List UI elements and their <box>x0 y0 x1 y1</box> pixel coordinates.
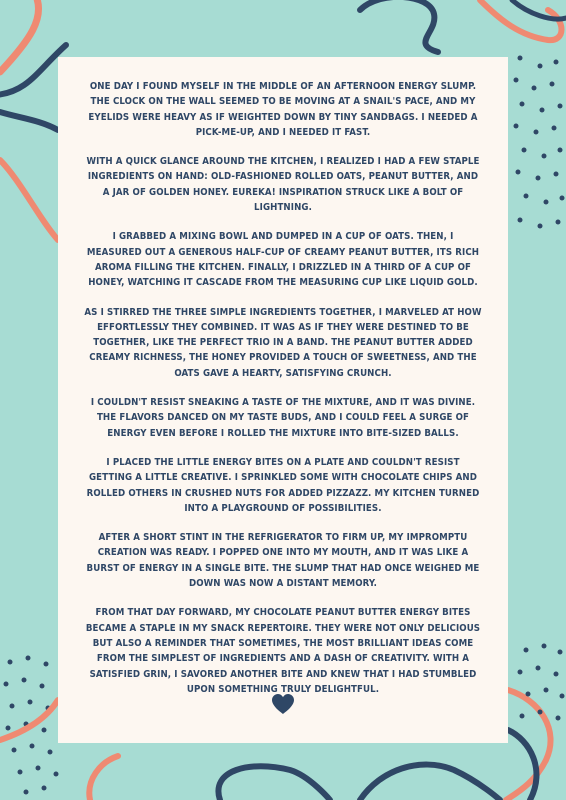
story-paragraph-5: I COULDN'T RESIST SNEAKING A TASTE OF THE MIXTURE, AND IT WAS DIVINE. THE FLAVORS DANCED ON MY TASTE BUDS, AND I COULD FEEL A SURGE OF ENERGY EVEN BEFORE I ROLLED THE MIXTURE INTO BITE-SIZED BALLS. <box>90 397 476 439</box>
squiggle-line <box>218 766 330 800</box>
story-paragraph-2: WITH A QUICK GLANCE AROUND THE KITCHEN, I REALIZED I HAD A FEW STAPLE INGREDIENTS ON HAND: OLD-FASHIONED ROLLED OATS, PEANUT BUTTER, AND A JAR OF GOLDEN HONEY. EUREKA! INSPIRATION STRUCK LIKE A BOLT OF LIGHTNING. <box>86 156 480 214</box>
dot-pattern-right <box>514 56 565 229</box>
story-paragraph-3: I GRABBED A MIXING BOWL AND DUMPED IN A CUP OF OATS. THEN, I MEASURED OUT A GENEROUS HALF-CUP OF CREAMY PEANUT BUTTER, ITS RICH AROMA FILLING THE KITCHEN. FINALLY, I DRIZZLED IN A THIRD OF A CUP OF HONEY, WATCHING IT CASCADE FROM THE MEASURING CUP LIKE LIQUID GOLD. <box>86 231 480 289</box>
story-paragraph-4: AS I STIRRED THE THREE SIMPLE INGREDIENTS TOGETHER, I MARVELED AT HOW EFFORTLESSLY THEY COMBINED. IT WAS AS IF THEY WERE DESTINED TO BE TOGETHER, LIKE THE PERFECT TRIO IN A BAND. THE PEANUT BUTTER ADDED CREAMY RICHNESS, THE HONEY PROVIDED A TOUCH OF SWEETNESS, AND THE OATS GAVE A HEARTY, SATISFYING CRUNCH. <box>84 306 482 379</box>
squiggle-line <box>0 112 58 130</box>
squiggle-line <box>0 45 66 95</box>
squiggle-line <box>360 0 438 52</box>
squiggle-line <box>89 756 118 800</box>
heart-icon <box>271 693 295 715</box>
story-paragraph-6: I PLACED THE LITTLE ENERGY BITES ON A PLATE AND COULDN'T RESIST GETTING A LITTLE CREATIVE. I SPRINKLED SOME WITH CHOCOLATE CHIPS AND ROLLED OTHERS IN CRUSHED NUTS FOR ADDED PIZZAZZ. MY KITCHEN TURNED INTO A PLAYGROUND OF POSSIBILITIES. <box>86 456 480 514</box>
story-paragraph-7: AFTER A SHORT STINT IN THE REFRIGERATOR TO FIRM UP, MY IMPROMPTU CREATION WAS READY. I POPPED ONE INTO MY MOUTH, AND IT WAS LIKE A BURST OF ENERGY IN A SINGLE BITE. THE SLUMP THAT HAD ONCE WEIGHED ME DOWN WAS NOW A DISTANT MEMORY. <box>86 532 480 590</box>
story-card <box>58 57 508 743</box>
squiggle-line <box>0 160 58 240</box>
story-paragraph-8: FROM THAT DAY FORWARD, MY CHOCOLATE PEANUT BUTTER ENERGY BITES BECAME A STAPLE IN MY SNACK REPERTOIRE. THEY WERE NOT ONLY DELICIOUS BUT ALSO A REMINDER THAT SOMETIMES, THE MOST BRILLIANT IDEAS COME FROM THE SIMPLEST OF INGREDIENTS AND A DASH OF CREATIVITY. WITH A SATISFIED GRIN, I SAVORED ANOTHER BITE AND KNEW THAT I HAD STUMBLED UPON SOMETHING TRULY DELIGHTFUL. <box>85 607 481 695</box>
squiggle-line <box>360 765 500 800</box>
squiggle-line <box>0 0 39 72</box>
story-paragraph-1: ONE DAY I FOUND MYSELF IN THE MIDDLE OF AN AFTERNOON ENERGY SLUMP. THE CLOCK ON THE WALL SEEMED TO BE MOVING AT A SNAIL'S PACE, AND MY EYELIDS WERE HEAVY AS IF WEIGHTED DOWN BY TINY SANDBAGS. I NEEDED A PICK-ME-UP, AND I NEEDED IT FAST. <box>88 81 478 138</box>
